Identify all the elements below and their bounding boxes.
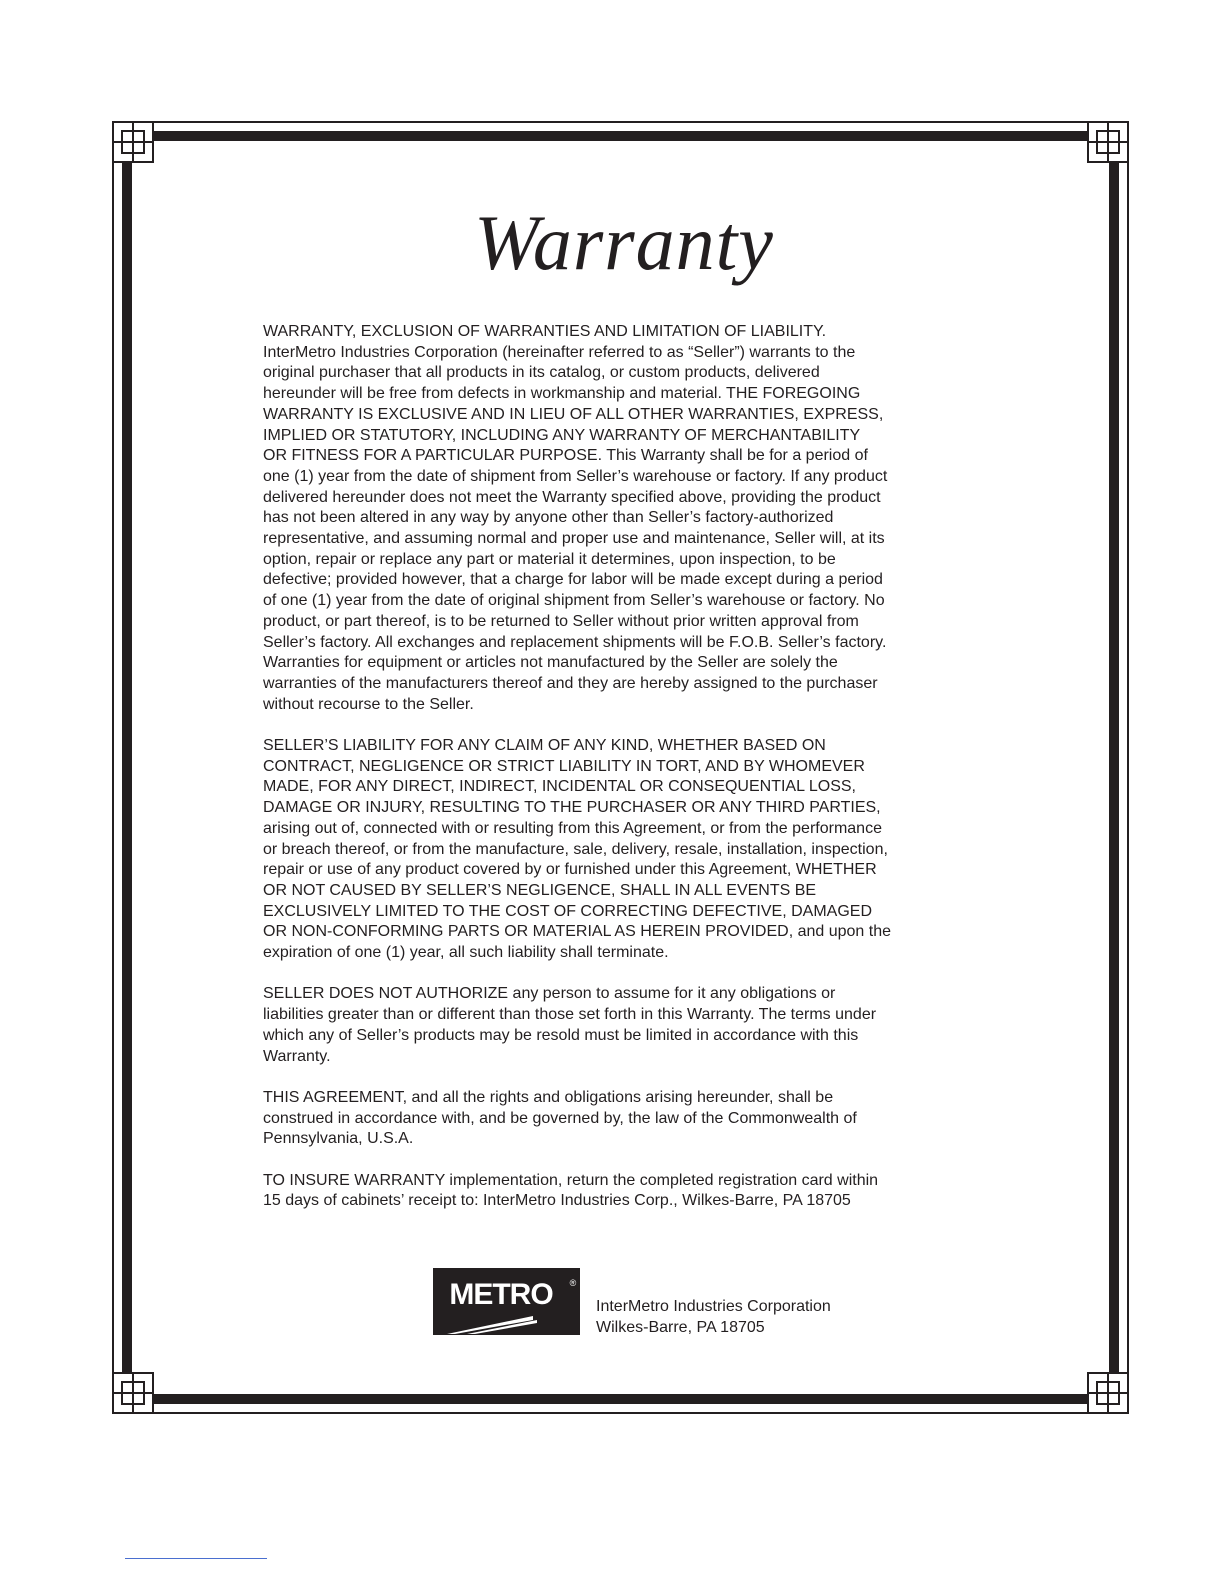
liability-paragraph: SELLER’S LIABILITY FOR ANY CLAIM OF ANY KIND, WHETHER BASED ON CONTRACT, NEGLIGENCE OR STRICT LIABILITY IN TORT, AND BY WHOMEVER MADE, FOR ANY DIRECT, INDIRECT, INCIDENTAL OR CONSEQUENTIAL LOSS, DAMAGE OR INJURY, RESULTING TO THE PURCHASER OR ANY THIRD PARTIES, arising out of, connected with or resulting from this Agreement, or from the performance or breach thereof, or from the manufacture, sale, delivery, resale, installation, inspection, repair or use of any product covered by or furnished under this Agreement, WHETHER OR NOT CAUSED BY SELLER’S NEGLIGENCE, SHALL IN ALL EVENTS BE EXCLUSIVELY LIMITED TO THE COST OF CORRECTING DEFECTIVE, DAMAGED OR NON-CONFORMING PARTS OR MATERIAL AS HEREIN PROVIDED, and upon the expiration of one (1) year, all such liability shall terminate. (263, 737, 891, 962)
logo-wordmark: METRO (449, 1278, 553, 1311)
governing-law-paragraph: THIS AGREEMENT, and all the rights and obligations arising hereunder, shall be construed in accordance with, and be governed by, the law of the Commonwealth of Pennsylvania, U.S.A. (263, 1088, 857, 1148)
metro-logo (433, 1268, 580, 1335)
frame-corner-ornament (112, 1372, 154, 1414)
footer-rule (125, 1558, 267, 1559)
registration-paragraph: TO INSURE WARRANTY implementation, return the completed registration card within 15 days of cabinets’ receipt to: InterMetro Industries Corp., Wilkes-Barre, PA 18705 (263, 1171, 879, 1210)
authorization-paragraph: SELLER DOES NOT AUTHORIZE any person to assume for it any obligations or liabilities greater than or different than those set forth in this Warranty. The terms under which any of Seller’s products may be resold must be limited in accordance with this Warranty. (263, 985, 877, 1065)
frame-corner-ornament (112, 121, 154, 163)
company-address: Wilkes-Barre, PA 18705 (596, 1319, 765, 1336)
warranty-body (263, 322, 968, 1233)
page-title: Warranty (474, 199, 774, 286)
warranty-paragraph: WARRANTY, EXCLUSION OF WARRANTIES AND LIMITATION OF LIABILITY. InterMetro Industries Corporation (hereinafter referred to as “Seller”) warrants to the original purchaser that all products in its catalog, or custom products, delivered hereunder will be free from defects in workmanship and material. THE FOREGOING WARRANTY IS EXCLUSIVE AND IN LIEU OF ALL OTHER WARRANTIES, EXPRESS, IMPLIED OR STATUTORY, INCLUDING ANY WARRANTY OF MERCHANTABILITY OR FITNESS FOR A PARTICULAR PURPOSE. This Warranty shall be for a period of one (1) year from the date of shipment from Seller’s warehouse or factory. If any product delivered hereunder does not meet the Warranty specified above, providing the product has not been altered in any way by anyone other than Seller’s factory-authorized representative, and assuming normal and proper use and maintenance, Seller will, at its option, repair or replace any part or material it determines, upon inspection, to be defective; provided however, that a charge for labor will be made except during a period of one (1) year from the date of original shipment from Seller’s warehouse or factory. No product, or part thereof, is to be returned to Seller without prior written approval from Seller’s factory. All exchanges and replacement shipments will be F.O.B. Seller’s factory. Warranties for equipment or articles not manufactured by the Seller are solely the warranties of the manufacturers thereof and they are hereby assigned to the purchaser without recourse to the Seller. (263, 323, 888, 713)
company-name: InterMetro Industries Corporation (596, 1298, 831, 1315)
company-info (596, 1296, 831, 1338)
frame-corner-ornament (1087, 1372, 1129, 1414)
frame-corner-ornament (1087, 121, 1129, 163)
registered-mark: ® (569, 1278, 577, 1288)
